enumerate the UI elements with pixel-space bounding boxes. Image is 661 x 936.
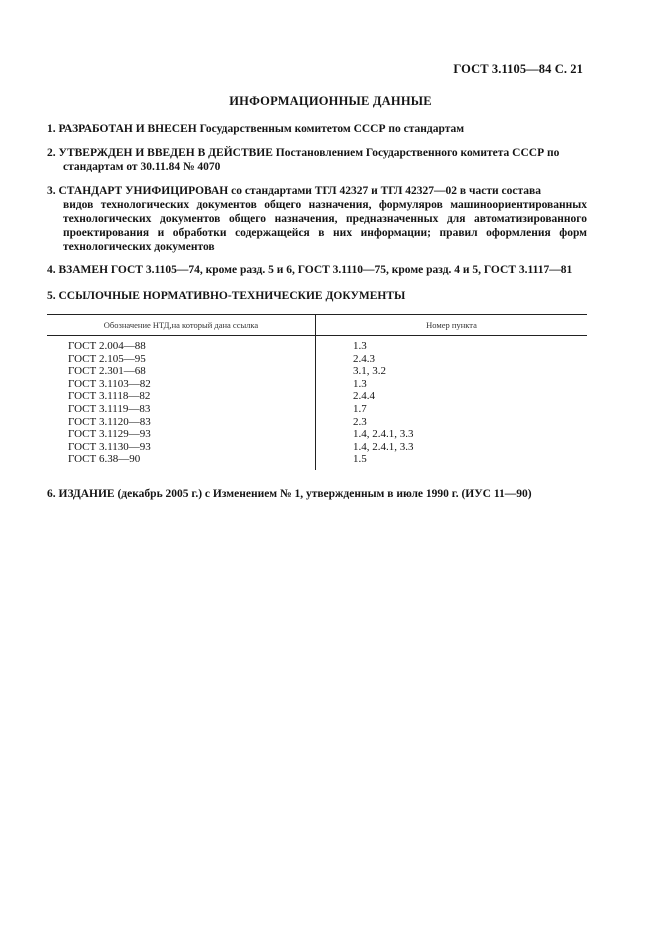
table-body	[47, 336, 587, 470]
item-heading: УТВЕРЖДЕН И ВВЕДЕН В ДЕЙСТВИЕ	[58, 147, 273, 159]
info-item-1	[47, 122, 587, 136]
info-item-5	[47, 289, 587, 303]
item-text: Государственным комитетом СССР по стандартам	[199, 123, 465, 135]
item-number: 2.	[47, 147, 56, 159]
item-number: 1.	[47, 123, 56, 135]
document-title: ИНФОРМАЦИОННЫЕ ДАННЫЕ	[229, 94, 432, 108]
item-heading: ССЫЛОЧНЫЕ НОРМАТИВНО-ТЕХНИЧЕСКИЕ ДОКУМЕНТЫ	[58, 290, 406, 302]
item-number: 3.	[47, 185, 56, 197]
item-text-continued: стандартам от 30.11.84 № 4070	[63, 161, 221, 173]
table-header-row	[47, 315, 587, 336]
item-number: 6.	[47, 488, 56, 500]
table-cell-clause: 1.5	[353, 453, 367, 466]
table-cell-clause: 1.7	[353, 402, 367, 415]
table-cell-document: ГОСТ 3.1130—93	[68, 440, 151, 453]
table-cell-document: ГОСТ 3.1120—83	[68, 415, 151, 428]
info-item-3	[47, 184, 587, 254]
info-item-4	[47, 263, 587, 277]
document-column	[47, 336, 316, 470]
item-number: 4.	[47, 264, 56, 276]
item-heading: ВЗАМЕН ГОСТ 3.1105—74, кроме разд. 5 и 6, ГОСТ 3.1110—75, кроме разд. 4 и 5, ГОСТ 3.1117—81	[58, 264, 573, 276]
item-text-continued: видов технологических документов общего назначения, формуляров машиноориентированных технологических документов общего назначения, предназначенных для автоматизированного проектирования и обработки содержащейся в них информации; правил оформления форм технологических документов	[63, 199, 587, 253]
info-item-6	[47, 487, 587, 501]
column-header-document: Обозначение НТД,на который дана ссылка	[47, 315, 316, 335]
item-text: Постановлением Государственного комитета СССР по	[275, 147, 560, 159]
table-cell-clause: 2.4.3	[353, 352, 375, 365]
table-cell-clause: 1.4, 2.4.1, 3.3	[353, 440, 414, 453]
table-cell-clause: 1.4, 2.4.1, 3.3	[353, 428, 414, 441]
table-cell-document: ГОСТ 3.1118—82	[68, 390, 151, 403]
clause-column	[316, 336, 587, 470]
table-cell-document: ГОСТ 3.1119—83	[68, 402, 151, 415]
table-cell-document: ГОСТ 2.105—95	[68, 352, 146, 365]
table-cell-document: ГОСТ 3.1103—82	[68, 377, 151, 390]
item-heading: СТАНДАРТ УНИФИЦИРОВАН	[58, 185, 229, 197]
item-heading: РАЗРАБОТАН И ВНЕСЕН	[58, 123, 197, 135]
table-cell-clause: 2.4.4	[353, 390, 375, 403]
item-heading: ИЗДАНИЕ (декабрь 2005 г.) с Изменением № 1, утвержденным в июле 1990 г. (ИУС 11—90)	[58, 488, 532, 500]
table-cell-clause: 1.3	[353, 340, 367, 352]
page-header-code: ГОСТ 3.1105—84 С. 21	[453, 62, 583, 76]
info-item-2	[47, 146, 587, 174]
table-cell-clause: 1.3	[353, 377, 367, 390]
table-cell-document: ГОСТ 6.38—90	[68, 453, 141, 466]
table-cell-document: ГОСТ 2.004—88	[68, 340, 146, 352]
item-number: 5.	[47, 290, 56, 302]
column-header-clause: Номер пункта	[426, 320, 477, 330]
table-cell-document: ГОСТ 2.301—68	[68, 365, 146, 378]
table-cell-document: ГОСТ 3.1129—93	[68, 428, 151, 441]
references-table	[47, 314, 587, 470]
table-cell-clause: 2.3	[353, 415, 367, 428]
item-text: со стандартами ТГЛ 42327 и ТГЛ 42327—02 в части состава	[231, 185, 541, 197]
table-cell-clause: 3.1, 3.2	[353, 365, 386, 378]
